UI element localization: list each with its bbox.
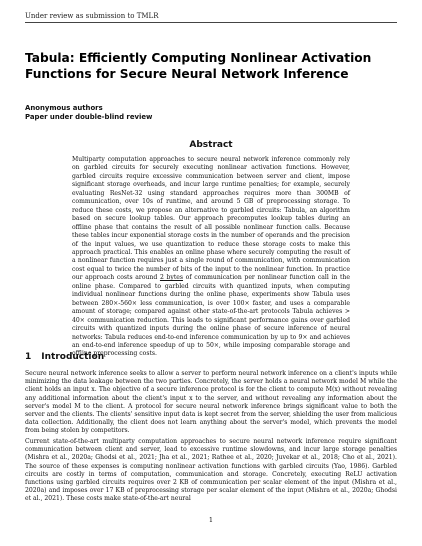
review-status: Paper under double-blind review [25, 113, 153, 121]
page-number: 1 [208, 516, 214, 524]
abstract-text [72, 156, 350, 359]
section-number: 1 [25, 352, 32, 362]
abstract-text-part1: Multiparty computation approaches to secure neural network inference commonly rely on garbled circuits for securely executing nonlinear activation functions. However, garbled circuits require excessive communication between server and client, impose significant storage overheads, and incur large runtime penalties; for example, securely evaluating ResNet-32 using standard approaches requires more than 300MB of communication, over 10s of runtime, and around 5 GB of preprocessing storage. To reduce these costs, we propose an alternative to garbled circuits: Tabula, an algorithm based on secure lookup tables. Our approach precomputes lookup tables during an offline phase that contains the result of all possible nonlinear function calls. Because these tables incur exponential storage costs in the number of operands and the precision of the input values, we use quantization to reduce these storage costs to make this approach practical. This enables an online phase where securely computing the result of a nonlinear function requires just a single round of communication, with communication cost equal to twice the number of bits of the input to the nonlinear function. In practice our approach costs around [72, 156, 350, 282]
author-name: Anonymous authors [25, 104, 103, 112]
section-title: Introduction [41, 352, 105, 362]
running-header: Under review as submission to TMLR [25, 12, 159, 20]
abstract-text-part2: of communication per nonlinear function call in the online phase. Compared to garbled circuits with quantized inputs, when computing individual nonlinear functions during the online phase, experiments show Tabula uses between 280×-560× less communication, is over 100× faster, and uses a comparable amount of storage; compared against other state-of-the-art protocols Tabula achieves > 40× communication reduction. This leads to significant performance gains over garbled circuits with quantized inputs during the online phase of secure inference of neural networks: Tabula reduces end-to-end inference communication by up to 9× and achieves an end-to-end inference speedup of up to 50×, while imposing comparable storage and offline preprocessing costs. [72, 274, 350, 358]
header-rule [25, 22, 397, 23]
author-block [25, 104, 325, 122]
abstract-underlined-text: 2 bytes [159, 274, 184, 282]
abstract-heading: Abstract [189, 140, 233, 150]
section-heading-introduction [25, 352, 104, 362]
intro-paragraph-1: Secure neural network inference seeks to allow a server to perform neural network inference on a client's inputs while minimizing the data leakage between the two parties. Concretely, the server holds a neural network model M while the client holds an input x. The objective of a secure inference protocol is for the client to compute M(x) without revealing any additional information about the client's input x to the server, and without revealing any information about the server's model M to the client. A protocol for secure neural network inference brings significant value to both the server and the clients. The clients' sensitive input data is kept secret from the server, shielding the user from malicious data collection. Additionally, the client does not learn anything about the server's model, which prevents the model from being stolen by competitors. [25, 370, 397, 435]
intro-paragraph-2: Current state-of-the-art multiparty computation approaches to secure neural network inference require significant communication between client and server, lead to excessive runtime slowdowns, and incur large storage penalties (Mishra et al., 2020a; Ghodsi et al., 2021; Jha et al., 2021; Rathee et al., 2020; Juvekar et al., 2018; Cho et al., 2021). The source of these expenses is computing nonlinear activation functions with garbled circuits (Yao, 1986). Garbled circuits are costly in terms of computation, communication and storage. Concretely, executing ReLU activation functions using garbled circuits requires over 2 KB of communication per scalar element of the input (Mishra et al., 2020a) and imposes over 17 KB of preprocessing storage per scalar element of the input (Mishra et al., 2020a; Ghodsi et al., 2021). These costs make state-of-the-art neural [25, 438, 397, 503]
paper-title: Tabula: Efficiently Computing Nonlinear Activation Functions for Secure Neural Network Inference [25, 51, 372, 81]
